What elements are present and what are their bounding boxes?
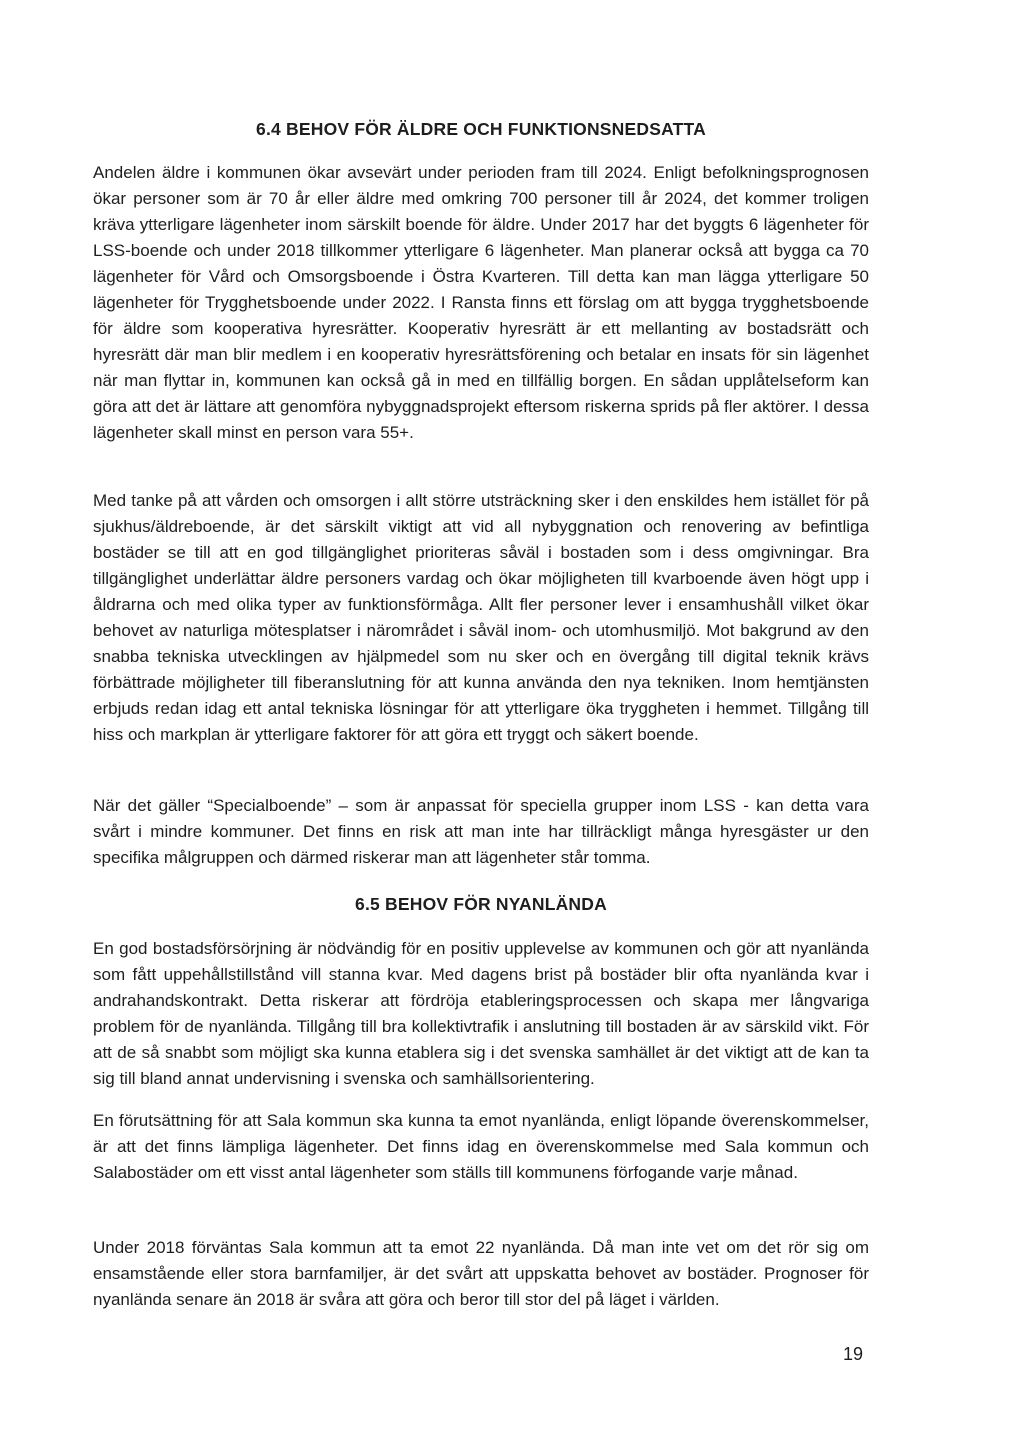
section-heading-newcomers: 6.5 BEHOV FÖR NYANLÄNDA xyxy=(355,894,607,914)
paragraph-special-housing: När det gäller “Specialboende” – som är anpassat för speciella grupper inom LSS - kan detta vara svårt i mindre kommuner. Det finns en risk att man inte har tillräckligt många hyresgäster ur den specifika målgruppen och därmed riskerar man att lägenheter står tomma. xyxy=(93,796,869,867)
page-number: 19 xyxy=(842,1344,863,1364)
section-heading-elderly: 6.4 BEHOV FÖR ÄLDRE OCH FUNKTIONSNEDSATTA xyxy=(256,119,706,139)
paragraph-newcomers-forecast: Under 2018 förväntas Sala kommun att ta emot 22 nyanlända. Då man inte vet om det rör sig om ensamstående eller stora barnfamiljer, är det svårt att uppskatta behovet av bostäder. Prognoser för nyanlända senare än 2018 är svåra att göra och beror till stor del på läget i världen. xyxy=(93,1238,869,1309)
paragraph-elderly-accessibility: Med tanke på att vården och omsorgen i allt större utsträckning sker i den enskildes hem istället för på sjukhus/äldreboende, är det särskilt viktigt att vid all nybyggnation och renovering av befintliga bostäder se till att en god tillgänglighet prioriteras såväl i bostaden som i dess omgivningar. Bra tillgänglighet underlättar äldre personers vardag och ökar möjligheten till kvarboende även högt upp i åldrarna och med olika typer av funktionsförmåga. Allt fler personer lever i ensamhushåll vilket ökar behovet av naturliga mötesplatser i närområdet i såväl inom- och utomhusmiljö. Mot bakgrund av den snabba tekniska utvecklingen av hjälpmedel som nu sker och en övergång till digital teknik krävs förbättrade möjligheter till fiberanslutning för att kunna använda den nya tekniken. Inom hemtjänsten erbjuds redan idag ett antal tekniska lösningar för att ytterligare öka tryggheten i hemmet. Tillgång till hiss och markplan är ytterligare faktorer för att göra ett tryggt och säkert boende. xyxy=(93,491,869,744)
paragraph-elderly-demographics: Andelen äldre i kommunen ökar avsevärt under perioden fram till 2024. Enligt befolkningsprognosen ökar personer som är 70 år eller äldre med omkring 700 personer till år 2024, det kommer troligen kräva ytterligare lägenheter inom särskilt boende för äldre. Under 2017 har det byggts 6 lägenheter för LSS-boende och under 2018 tillkommer ytterligare 6 lägenheter. Man planerar också att bygga ca 70 lägenheter för Vård och Omsorgsboende i Östra Kvarteren. Till detta kan man lägga ytterligare 50 lägenheter för Trygghetsboende under 2022. I Ransta finns ett förslag om att bygga trygghetsboende för äldre som kooperativa hyresrätter. Kooperativ hyresrätt är ett mellanting av bostadsrätt och hyresrätt där man blir medlem i en kooperativ hyresrättsförening och betalar en insats för sin lägenhet när man flyttar in, kommunen kan också gå in med en tillfällig borgen. En sådan upplåtelseform kan göra att det är lättare att genomföra nybyggnadsprojekt eftersom riskerna sprids på fler aktörer. I dessa lägenheter skall minst en person vara 55+. xyxy=(93,163,869,442)
paragraph-newcomers-housing: En god bostadsförsörjning är nödvändig för en positiv upplevelse av kommunen och gör att nyanlända som fått uppehållstillstånd vill stanna kvar. Med dagens brist på bostäder blir ofta nyanlända kvar i andrahandskontrakt. Detta riskerar att fördröja etableringsprocessen och skapa mer långvariga problem för de nyanlända. Tillgång till bra kollektivtrafik i anslutning till bostaden är av särskild vikt. För att de så snabbt som möjligt ska kunna etablera sig i det svenska samhället är det viktigt att de kan ta sig till bland annat undervisning i svenska och samhällsorientering. xyxy=(93,939,869,1088)
paragraph-newcomers-agreement: En förutsättning för att Sala kommun ska kunna ta emot nyanlända, enligt löpande överenskommelser, är att det finns lämpliga lägenheter. Det finns idag en överenskommelse med Sala kommun och Salabostäder om ett visst antal lägenheter som ställs till kommunens förfogande varje månad. xyxy=(93,1111,869,1182)
